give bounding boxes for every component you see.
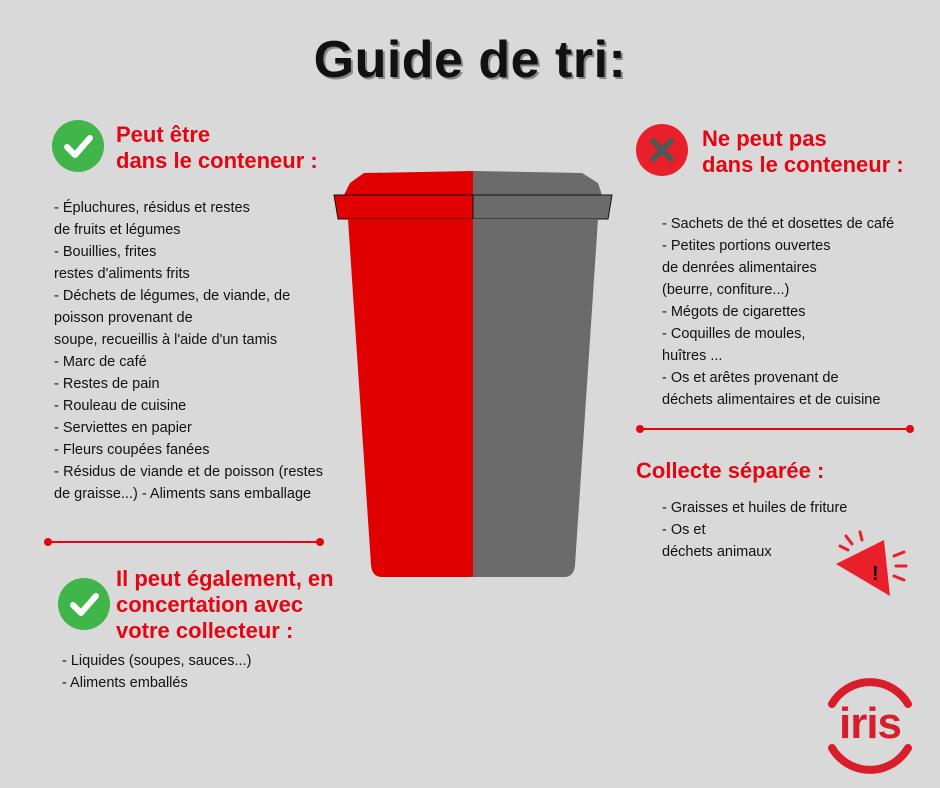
list-item: - Déchets de légumes, de viande, de poisson provenant de soupe, recueillis à l'aide d'un tamis bbox=[54, 288, 291, 348]
svg-text:!: ! bbox=[872, 563, 879, 585]
forbidden-heading-line2: dans le conteneur : bbox=[702, 152, 904, 177]
conditional-heading-line1: Il peut également, en bbox=[116, 566, 334, 591]
list-item: - Restes de pain bbox=[54, 376, 160, 392]
bin-lid-gray bbox=[473, 171, 602, 195]
megaphone-icon bbox=[832, 530, 908, 600]
separate-collection-heading: Collecte séparée : bbox=[636, 458, 825, 483]
bin-body-gray bbox=[473, 219, 598, 577]
list-item: - Os et arêtes provenant de déchets alimentaires et de cuisine bbox=[662, 370, 881, 408]
list-item: - Sachets de thé et dosettes de café bbox=[662, 216, 895, 232]
allowed-heading-line2: dans le conteneur : bbox=[116, 148, 318, 173]
list-item: - Mégots de cigarettes bbox=[662, 304, 806, 320]
forbidden-heading-line1: Ne peut pas bbox=[702, 126, 827, 151]
conditional-heading-line2: concertation avec bbox=[116, 592, 304, 617]
list-item: - Marc de café bbox=[54, 354, 147, 370]
check-circle-icon bbox=[58, 578, 110, 630]
x-circle-icon bbox=[636, 124, 688, 176]
allowed-heading bbox=[116, 122, 318, 174]
list-item: - Bouillies, frites restes d'aliments frits bbox=[54, 244, 190, 282]
list-item: - Liquides (soupes, sauces...) bbox=[62, 653, 252, 669]
bin-body-red bbox=[348, 219, 473, 577]
list-item: - Épluchures, résidus et restes de fruits et légumes bbox=[54, 200, 250, 238]
bin-illustration bbox=[330, 165, 616, 583]
forbidden-heading bbox=[702, 126, 904, 178]
bin-lid-red bbox=[344, 171, 473, 195]
divider bbox=[640, 428, 910, 430]
list-item: - Graisses et huiles de friture bbox=[662, 500, 848, 516]
list-item: - Petites portions ouvertes de denrées alimentaires (beurre, confiture...) bbox=[662, 238, 831, 298]
list-item: - Aliments emballés bbox=[62, 675, 188, 691]
allowed-heading-line1: Peut être bbox=[116, 122, 211, 147]
check-circle-icon bbox=[52, 120, 104, 172]
list-item: - Os et déchets animaux bbox=[662, 522, 772, 560]
list-item: - Rouleau de cuisine bbox=[54, 398, 187, 414]
allowed-list bbox=[54, 197, 323, 505]
logo-text: iris bbox=[838, 699, 902, 748]
page-title: Guide de tri: bbox=[313, 31, 627, 89]
list-item: - Coquilles de moules, huîtres ... bbox=[662, 326, 806, 364]
forbidden-list bbox=[662, 213, 922, 411]
list-item: - Résidus de viande et de poisson (restes de graisse...) - Aliments sans emballage bbox=[54, 464, 323, 502]
conditional-heading bbox=[116, 566, 334, 644]
conditional-heading-line3: votre collecteur : bbox=[116, 618, 294, 643]
divider bbox=[48, 541, 320, 543]
list-item: - Serviettes en papier bbox=[54, 420, 192, 436]
conditional-list bbox=[62, 650, 322, 694]
list-item: - Fleurs coupées fanées bbox=[54, 442, 210, 458]
